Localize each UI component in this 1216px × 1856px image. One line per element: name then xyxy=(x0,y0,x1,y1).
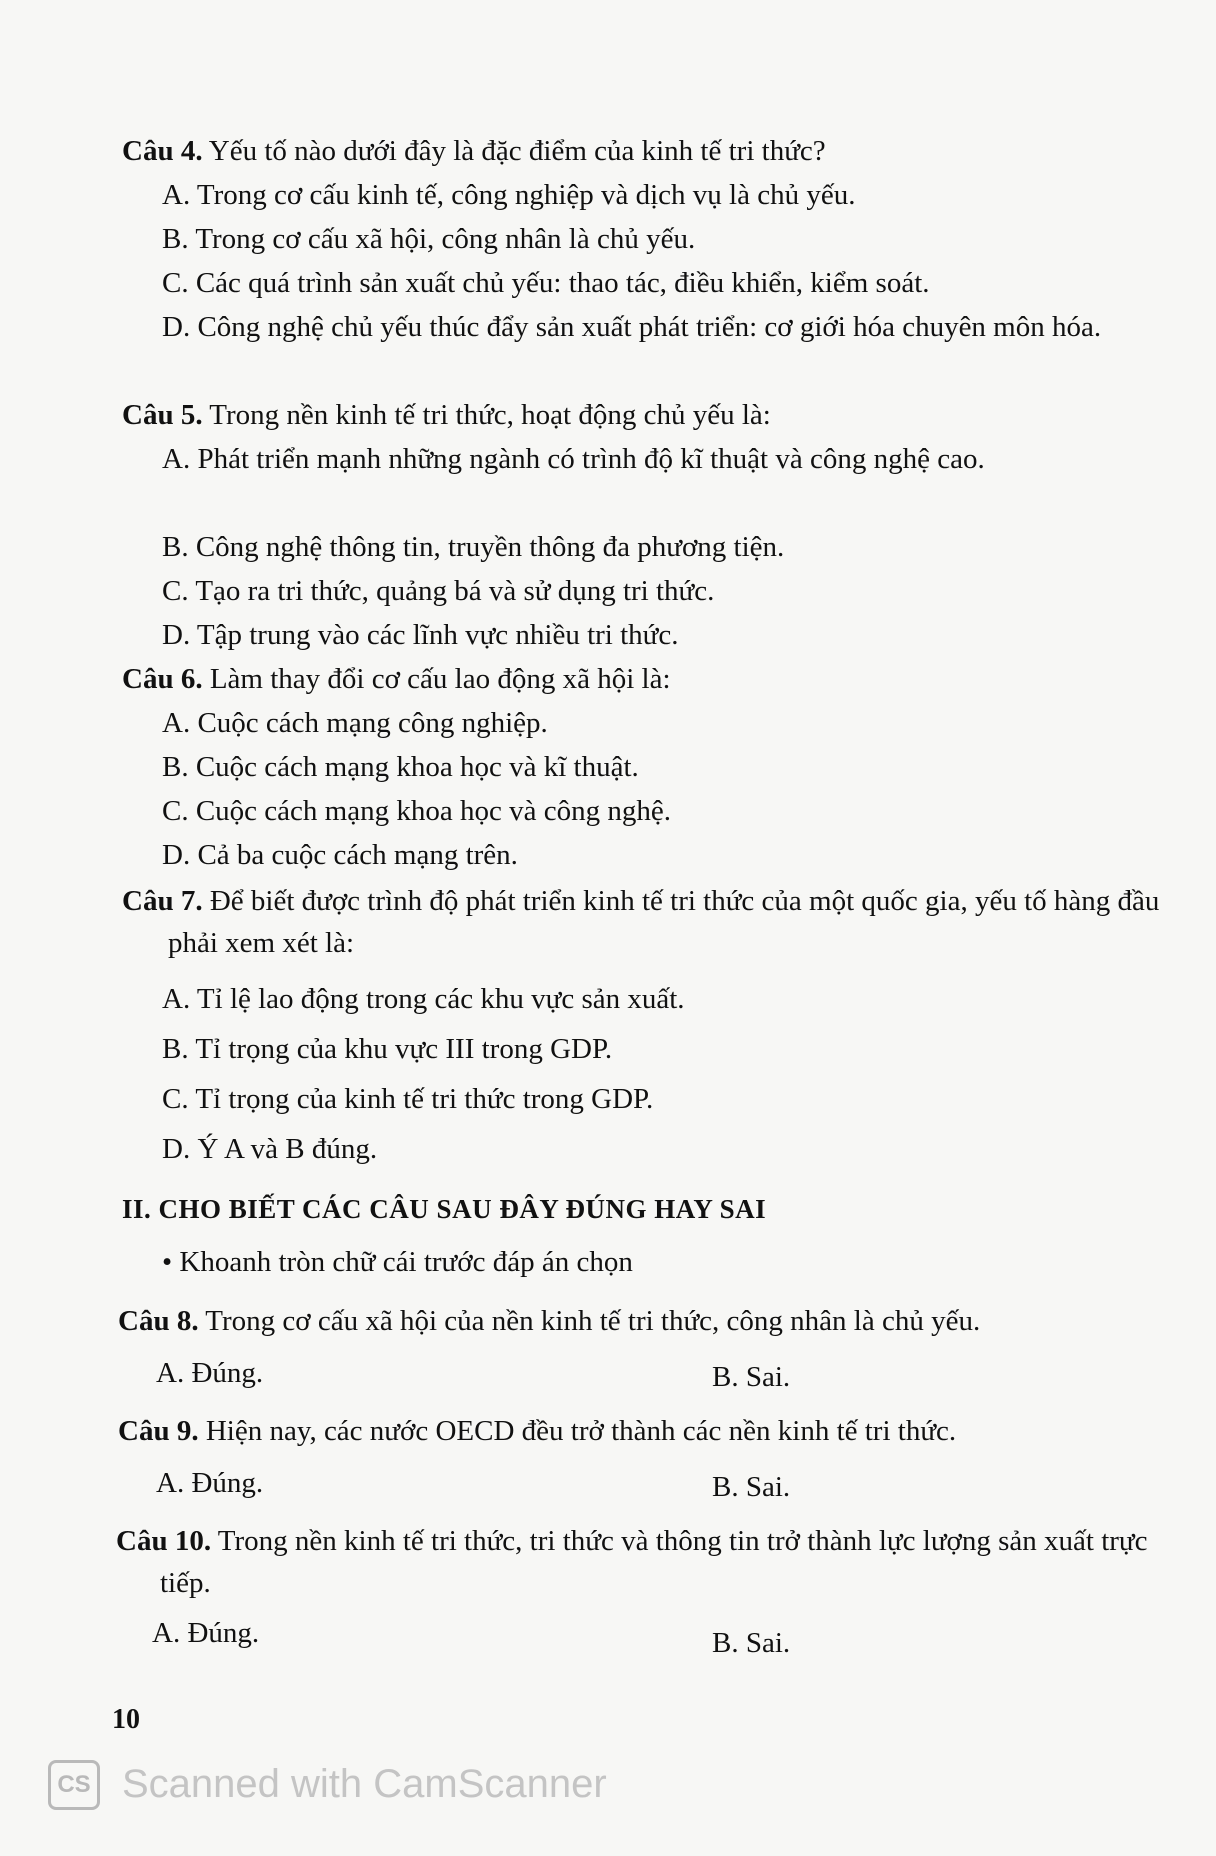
question-9 xyxy=(118,1410,1158,1452)
question-5 xyxy=(122,394,1162,436)
camscanner-watermark: Scanned with CamScanner xyxy=(122,1762,607,1806)
question-8 xyxy=(118,1300,1158,1342)
question-9-label: Câu 9. xyxy=(118,1415,199,1447)
question-4-label: Câu 4. xyxy=(122,135,203,167)
question-4-option-c: C. Các quá trình sản xuất chủ yếu: thao tác, điều khiển, kiểm soát. xyxy=(162,267,930,299)
question-8-label: Câu 8. xyxy=(118,1305,199,1337)
question-10-text: Trong nền kinh tế tri thức, tri thức và thông tin trở thành lực lượng sản xuất trực tiếp. xyxy=(160,1525,1148,1599)
camscanner-logo-icon: CS xyxy=(48,1760,100,1810)
question-10-option-a: A. Đúng. xyxy=(152,1617,260,1649)
question-9-text: Hiện nay, các nước OECD đều trở thành các nền kinh tế tri thức. xyxy=(198,1415,957,1447)
section-heading: II. CHO BIẾT CÁC CÂU SAU ĐÂY ĐÚNG HAY SAI xyxy=(122,1194,767,1224)
question-4-option-a: A. Trong cơ cấu kinh tế, công nghiệp và dịch vụ là chủ yếu. xyxy=(162,179,856,211)
question-8-option-b: B. Sai. xyxy=(712,1361,791,1393)
question-5-option-b: B. Công nghệ thông tin, truyền thông đa phương tiện. xyxy=(162,531,785,563)
question-7-text: Để biết được trình độ phát triển kinh tế tri thức của một quốc gia, yếu tố hàng đầu phải xem xét là: xyxy=(168,885,1160,959)
question-6-option-b: B. Cuộc cách mạng khoa học và kĩ thuật. xyxy=(162,751,639,783)
question-10-option-b: B. Sai. xyxy=(712,1627,791,1659)
question-6-option-d: D. Cả ba cuộc cách mạng trên. xyxy=(162,839,518,871)
question-5-option-a: A. Phát triển mạnh những ngành có trình độ kĩ thuật và công nghệ cao. xyxy=(162,443,985,475)
question-5-option-c: C. Tạo ra tri thức, quảng bá và sử dụng tri thức. xyxy=(162,575,715,607)
question-4-text: Yếu tố nào dưới đây là đặc điểm của kinh tế tri thức? xyxy=(202,135,826,167)
question-4 xyxy=(122,130,1162,172)
question-10 xyxy=(116,1520,1160,1604)
question-8-text: Trong cơ cấu xã hội của nền kinh tế tri thức, công nhân là chủ yếu. xyxy=(198,1305,981,1337)
question-7-option-d: D. Ý A và B đúng. xyxy=(162,1133,378,1165)
question-7-option-a: A. Tỉ lệ lao động trong các khu vực sản xuất. xyxy=(162,983,685,1015)
question-5-option-d: D. Tập trung vào các lĩnh vực nhiều tri thức. xyxy=(162,619,679,651)
question-6-option-c: C. Cuộc cách mạng khoa học và công nghệ. xyxy=(162,795,671,827)
question-7 xyxy=(122,880,1168,964)
question-9-option-b: B. Sai. xyxy=(712,1471,791,1503)
question-5-text: Trong nền kinh tế tri thức, hoạt động chủ yếu là: xyxy=(202,399,771,431)
question-6 xyxy=(122,658,1162,700)
question-6-option-a: A. Cuộc cách mạng công nghiệp. xyxy=(162,707,548,739)
section-instruction: • Khoanh tròn chữ cái trước đáp án chọn xyxy=(162,1246,633,1278)
question-4-option-d: D. Công nghệ chủ yếu thúc đẩy sản xuất phát triển: cơ giới hóa chuyên môn hóa. xyxy=(162,311,1102,343)
question-6-text: Làm thay đổi cơ cấu lao động xã hội là: xyxy=(202,663,671,695)
question-6-label: Câu 6. xyxy=(122,663,203,695)
question-10-label: Câu 10. xyxy=(116,1525,212,1557)
question-8-option-a: A. Đúng. xyxy=(156,1357,264,1389)
question-7-option-b: B. Tỉ trọng của khu vực III trong GDP. xyxy=(162,1033,613,1065)
question-9-option-a: A. Đúng. xyxy=(156,1467,264,1499)
question-4-option-b: B. Trong cơ cấu xã hội, công nhân là chủ yếu. xyxy=(162,223,696,255)
question-5-label: Câu 5. xyxy=(122,399,203,431)
question-7-option-c: C. Tỉ trọng của kinh tế tri thức trong GDP. xyxy=(162,1083,654,1115)
page-number: 10 xyxy=(112,1704,140,1735)
question-7-label: Câu 7. xyxy=(122,885,203,917)
